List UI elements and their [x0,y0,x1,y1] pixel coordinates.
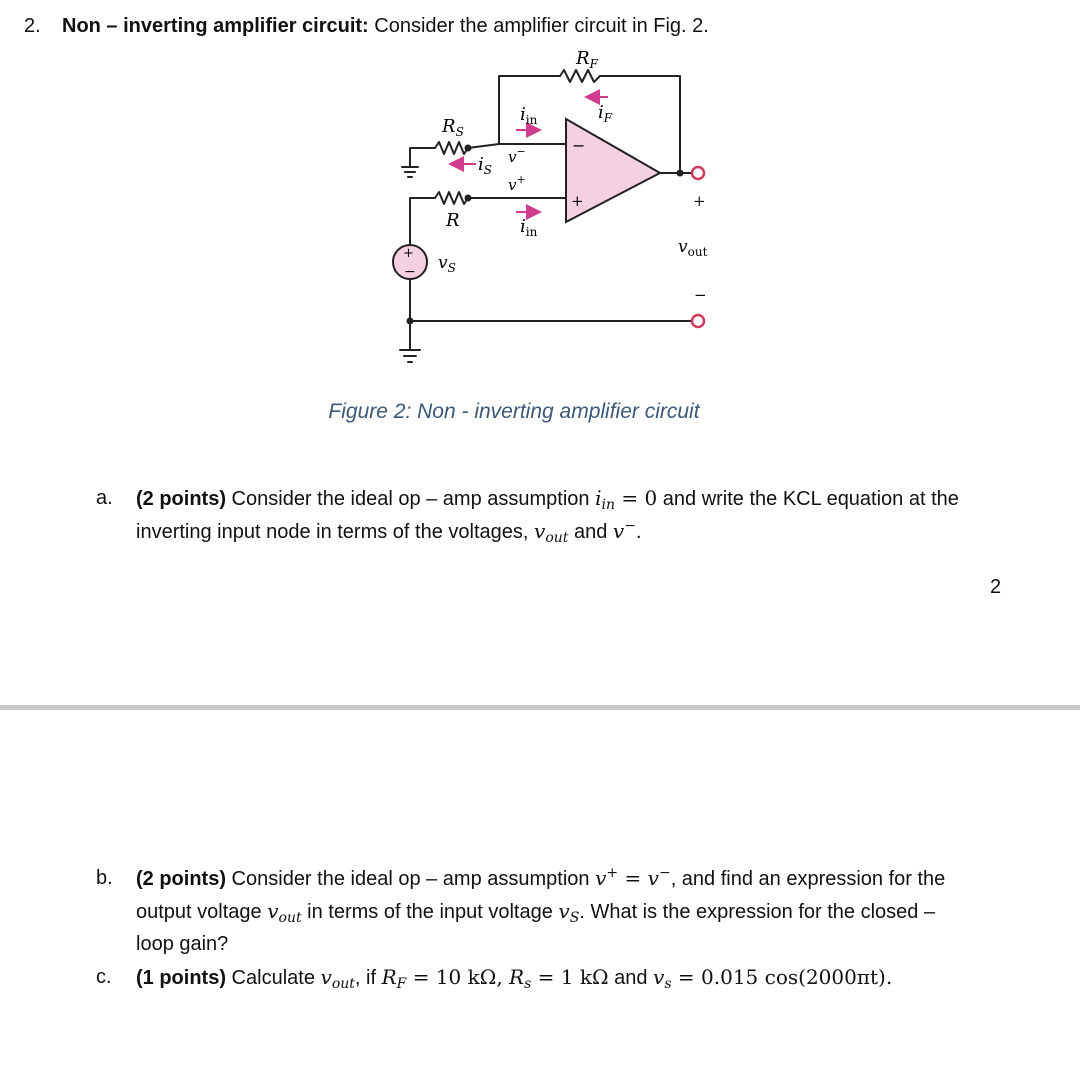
question-body: (2 points) Consider the ideal op – amp assumption v+ = v−, and find an expression for the output voltage $v_{out}$ in terms of the input voltage $v_S$. What is the expression for the closed – loop gain? [136,865,946,955]
ground-symbol-bottom [400,340,420,362]
problem-heading [24,12,709,40]
r-resistor [435,192,468,204]
page-divider [0,705,1080,710]
question-body: (2 points) Consider the ideal op – amp assumption $i_{in} = 0$ and write the KCL equation at the inverting input node in terms of the voltages, $v_{out}$ and v−. [136,486,959,546]
junction-dot [465,145,472,152]
figure-caption: Figure 2: Non - inverting amplifier circuit [328,400,700,423]
question-letter: c. [96,966,112,988]
source-plus-sign: + [403,246,414,261]
junction-dot [407,318,414,325]
rs-label: $R_S$ [442,116,464,139]
vout-plus-sign: + [693,192,706,210]
iin-bottom-label: $i_{in}$ [520,216,538,239]
question-points: (1 points) [136,967,226,989]
ground-symbol-top [402,167,418,177]
rf-label: $R_F$ [576,48,598,71]
page-number: 2 [990,576,1002,598]
question-points: (2 points) [136,868,226,890]
if-label: $i_F$ [598,102,613,125]
question-body: (1 points) Calculate $v_{out}$, if $R_F = 10$ kΩ, $R_s = 1$ kΩ and $v_s = 0.015$ cos(2000πt). [136,965,893,992]
opamp-minus-sign: − [572,136,586,155]
is-label: $i_S$ [478,154,492,177]
ground-wire-top [410,148,435,167]
problem-number: 2. [24,15,41,37]
output-terminal-bottom [692,315,704,327]
rf-resistor [560,70,600,82]
source-minus-sign: − [404,264,416,280]
question-points: (2 points) [136,488,226,510]
opamp-plus-sign: + [571,192,584,210]
vs-label: $v_S$ [438,253,456,275]
problem-intro: Consider the amplifier circuit in Fig. 2. [374,15,709,37]
feedback-wire-left [499,76,560,144]
vout-label: $v_{out}$ [678,237,708,259]
r-label: R [446,210,460,231]
output-terminal-top [692,167,704,179]
vminus-label: v− [508,145,526,166]
vout-minus-sign: − [694,286,707,304]
junction-dot [465,195,472,202]
junction-dot [677,170,684,177]
question-letter: b. [96,867,113,889]
vplus-label: v+ [508,173,526,194]
iin-top-label: $i_{in}$ [520,104,538,127]
problem-title: Non – inverting amplifier circuit: [62,15,369,37]
rs-resistor [435,142,468,154]
question-letter: a. [96,487,113,509]
circuit-diagram [380,40,740,370]
source-wire-top [410,198,435,247]
